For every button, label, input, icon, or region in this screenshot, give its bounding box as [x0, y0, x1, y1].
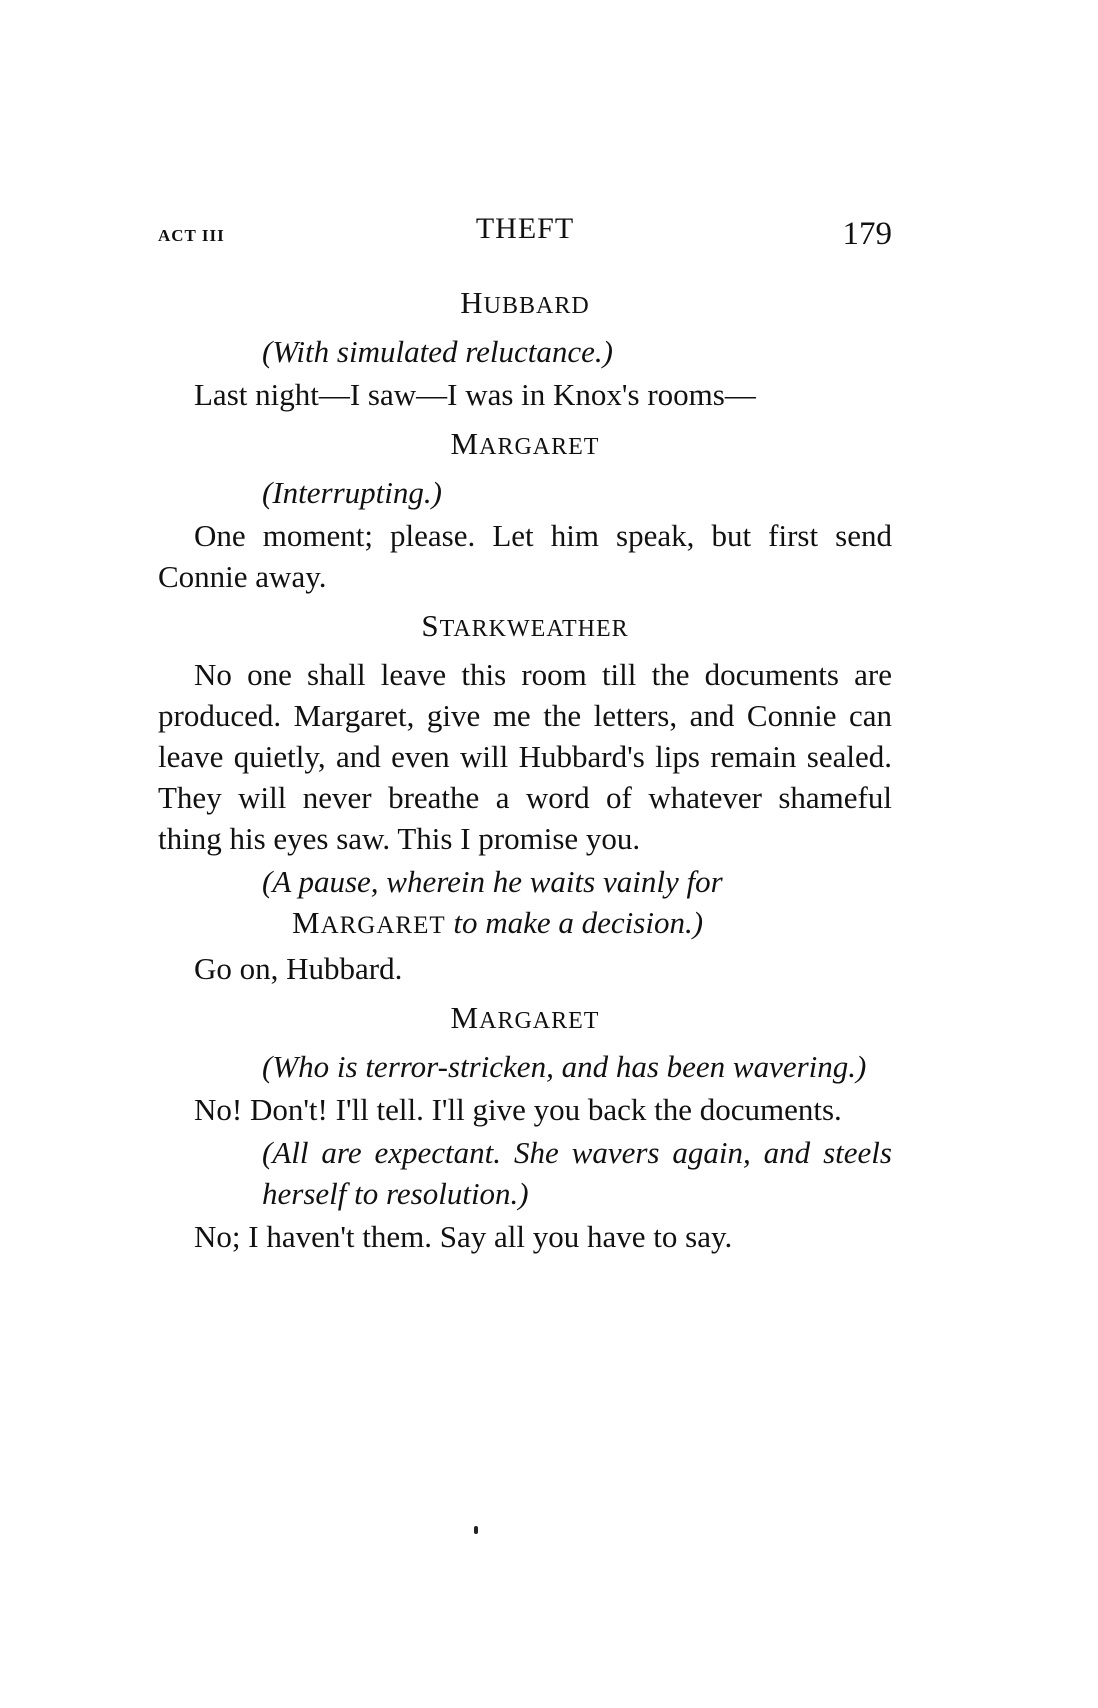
act-label: ACT III	[158, 226, 225, 245]
character-name: MARGARET	[292, 905, 446, 940]
ink-speck	[474, 1526, 478, 1534]
speech: No; I haven't them. Say all you have to say.	[194, 1219, 733, 1254]
page-title: THEFT	[475, 212, 575, 245]
stage-direction-text: to make a decision.)	[453, 905, 704, 940]
speaker-name: MARGARET	[450, 426, 600, 461]
stage-direction-continuation	[262, 902, 892, 946]
stage-direction: (With simulated reluctance.)	[262, 334, 613, 369]
speech: One moment; please. Let him speak, but first send Connie away.	[158, 518, 892, 594]
stage-direction: (Interrupting.)	[262, 475, 442, 510]
speech: Last night—I saw—I was in Knox's rooms—	[194, 377, 756, 412]
speaker-name: STARKWEATHER	[421, 608, 629, 643]
speech: No! Don't! I'll tell. I'll give you back the documents.	[194, 1092, 842, 1127]
speech: Go on, Hubbard.	[194, 951, 403, 986]
stage-direction-text: (A pause, wherein he waits vainly for	[262, 864, 723, 899]
stage-direction	[158, 861, 892, 946]
play-text	[158, 280, 892, 1271]
stage-direction: (All are expectant. She wavers again, and steels herself to resolution.)	[262, 1135, 892, 1211]
page-number: 179	[842, 216, 892, 252]
speaker-name: MARGARET	[450, 1000, 600, 1035]
speech: No one shall leave this room till the documents are produced. Margaret, give me the letters, and Connie can leave quietly, and even will Hubbard's lips remain sealed. They will never breathe a word of whatever shameful thing his eyes saw. This I promise you.	[158, 657, 892, 856]
speaker-name: HUBBARD	[460, 285, 590, 320]
stage-direction: (Who is terror-stricken, and has been wavering.)	[262, 1049, 867, 1084]
running-header	[158, 212, 892, 252]
